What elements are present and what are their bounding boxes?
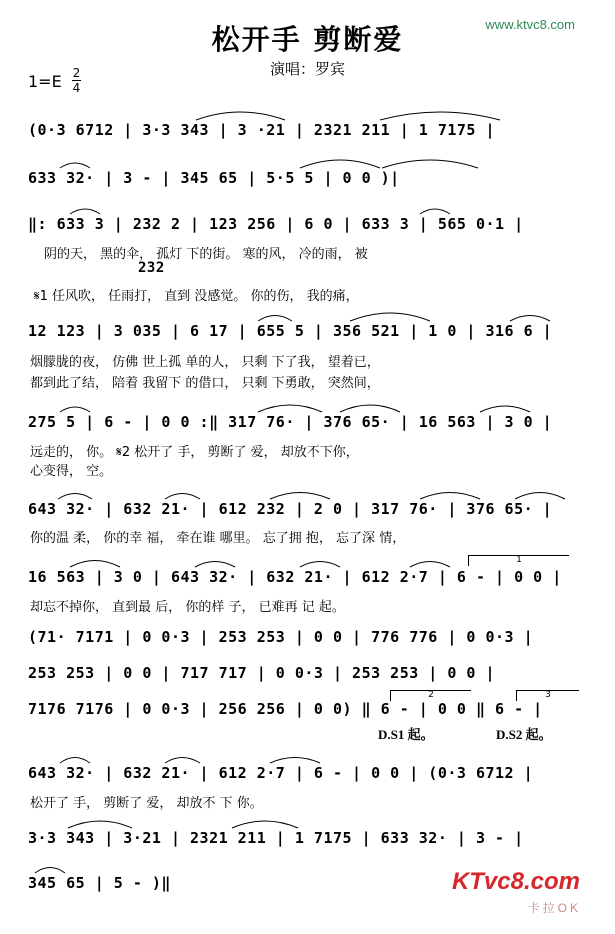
notation-row: 7176 7176 | 0 0·3 | 256 256 | 0 0) ‖ 6 - | 0 0 ‖ 6 - | xyxy=(28,700,543,718)
key-signature: 1=E xyxy=(28,72,62,91)
slur xyxy=(270,493,330,500)
slur xyxy=(270,758,320,764)
slur xyxy=(300,160,380,168)
lyric-line: 烟朦胧的夜， 仿佛 世上孤 单的人， 只剩 下了我， 望着已， xyxy=(30,355,380,370)
volta-bracket-3: 3 xyxy=(516,690,579,701)
slur xyxy=(510,316,550,322)
lyric-line: 阴的天， 黑的伞， 孤灯 下的街。 寒的风， 冷的雨， 被 xyxy=(44,247,368,262)
lyric-line: 远走的， 你。 𝄋2 松开了 手， 剪断了 爱， 却放不下你， xyxy=(30,445,359,460)
slur xyxy=(300,562,340,568)
slur xyxy=(420,209,450,214)
slur xyxy=(380,112,500,120)
notation-row: (0·3 6712 | 3·3 343 | 3 ·21 | 2321 211 | 1 7175 | xyxy=(28,121,496,139)
slur xyxy=(195,562,235,568)
slur xyxy=(350,313,430,321)
slur xyxy=(70,209,100,214)
slur xyxy=(165,758,200,764)
notation-row: 345 65 | 5 - )‖ xyxy=(28,874,171,892)
slur xyxy=(340,405,400,412)
site-logo[interactable]: KTvc8.com xyxy=(451,868,580,895)
slur xyxy=(420,493,480,500)
slur xyxy=(480,406,530,412)
dal-segno-2: D.S2 起。 xyxy=(496,727,552,742)
notation-row: ‖: 633 3 | 232 2 | 123 256 | 6 0 | 633 3 | 565 0·1 | xyxy=(28,215,524,233)
song-title: 松开手 剪断爱 xyxy=(211,23,404,56)
notation-row: (71· 7171 | 0 0·3 | 253 253 | 0 0 | 776 776 | 0 0·3 | xyxy=(28,628,534,646)
notation-row: 3·3 343 | 3·21 | 2321 211 | 1 7175 | 633 32· | 3 - | xyxy=(28,829,524,847)
singer-credit: 演唱：罗宾 xyxy=(269,60,345,78)
slur xyxy=(35,868,65,874)
lyric-line: 却忘不掉你， 直到最 后， 你的样 子， 已难再 记 起。 xyxy=(30,600,345,615)
notation-row: 275 5 | 6 - | 0 0 :‖ 317 76· | 376 65· | 16 563 | 3 0 | xyxy=(28,413,553,431)
volta-bracket-2: 2 xyxy=(390,690,471,701)
slur xyxy=(60,758,90,764)
lyric-line: 松开了 手， 剪断了 爱， 却放不 下 你。 xyxy=(30,796,263,811)
notation-row: 16 563 | 3 0 | 643 32· | 632 21· | 612 2·7 | 6 - | 0 0 | xyxy=(28,568,562,586)
website-url[interactable]: www.ktvc8.com xyxy=(485,17,575,32)
slur xyxy=(410,562,450,568)
volta-bracket-1: 1 xyxy=(468,555,569,566)
slur xyxy=(382,160,478,168)
notation-row: 643 32· | 632 21· | 612 2·7 | 6 - | 0 0 | (0·3 6712 | xyxy=(28,764,534,782)
slur xyxy=(165,494,200,500)
slur xyxy=(60,407,90,412)
slur xyxy=(515,493,565,500)
dal-segno-1: D.S1 起。 xyxy=(378,727,434,742)
lyric-line: 心变得， 空。 xyxy=(30,464,113,479)
slur xyxy=(58,494,92,500)
time-denominator: 4 xyxy=(72,81,81,95)
notation-row: 633 32· | 3 - | 345 65 | 5·5 5 | 0 0 )| xyxy=(28,169,400,187)
slur xyxy=(196,112,285,120)
notation-row: 12 123 | 3 035 | 6 17 | 655 5 | 356 521 | 1 0 | 316 6 | xyxy=(28,322,553,340)
lyric-line: 𝄋1 任风吹， 任雨打， 直到 没感觉。 你的伤， 我的痛， xyxy=(34,289,359,304)
slur xyxy=(232,821,298,828)
slur xyxy=(70,561,120,568)
lyric-line: 都到此了结， 陪着 我留下 的借口， 只剩 下勇敢， 突然间， xyxy=(30,376,380,391)
slur xyxy=(258,316,292,322)
slur xyxy=(68,821,132,828)
notation-row: 643 32· | 632 21· | 612 232 | 2 0 | 317 76· | 376 65· | xyxy=(28,500,553,518)
site-logo-sub: 卡拉OK xyxy=(527,901,581,915)
alternate-notes: 232 xyxy=(138,260,165,276)
slur xyxy=(258,405,322,412)
lyric-line: 你的温 柔， 你的幸 福， 牵在谁 哪里。 忘了拥 抱， 忘了深 情， xyxy=(30,531,406,546)
slur xyxy=(60,163,90,168)
time-numerator: 2 xyxy=(72,66,81,80)
notation-row: 253 253 | 0 0 | 717 717 | 0 0·3 | 253 253 | 0 0 | xyxy=(28,664,496,682)
